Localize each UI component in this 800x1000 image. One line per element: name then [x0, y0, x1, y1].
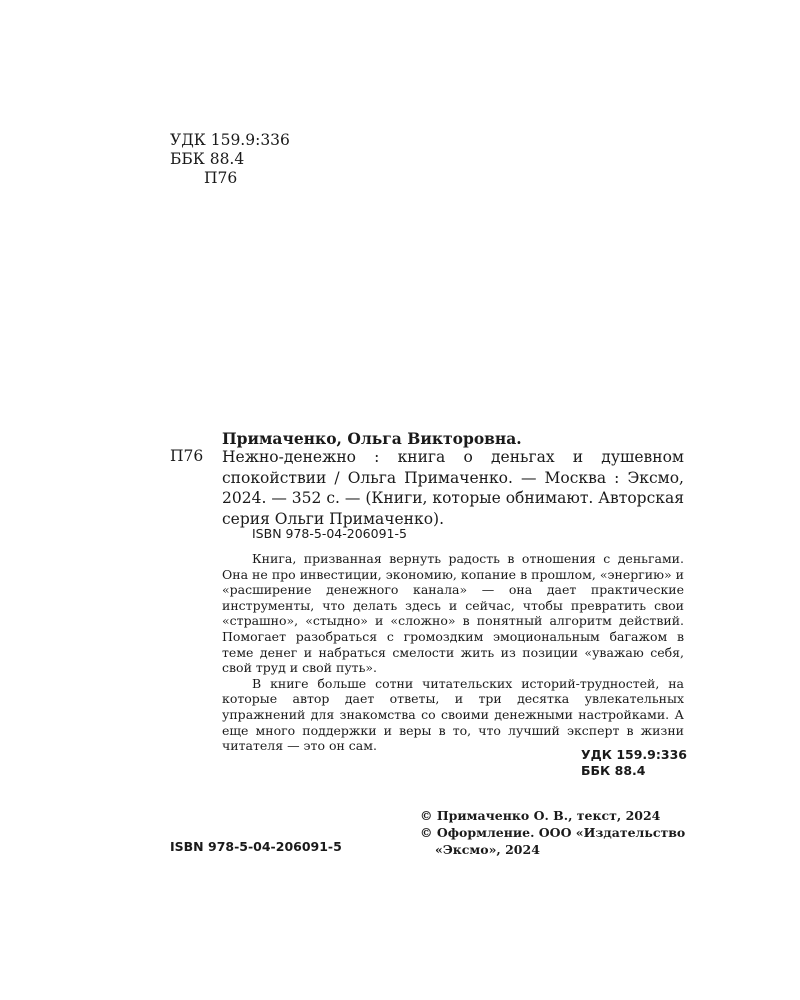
- author-mark: П76: [204, 169, 238, 187]
- footer-udk: УДК 159.9:336: [581, 747, 687, 762]
- annotation-paragraph-1: Книга, призванная вернуть радость в отношения с деньгами. Она не про инвестиции, экономию, копание в прошлом, «энергию» и «расширение денежного канала» — она дает практические инструменты, что делать здесь и сейчас, чтобы превратить свои «страшно», «стыдно» и «сложно» в понятный алгоритм действий. Помогает разобраться с громоздким эмоциональным багажом в теме денег и набраться смелости жить из позиции «уважаю себя, свой труд и свой путь».: [222, 551, 684, 676]
- bibliographic-description: Нежно-денежно : книга о деньгах и душевном спокойствии / Ольга Примаченко. — Москва : Эксмо, 2024. — 352 с. — (Книги, которые обнимают. Авторская серия Ольги Примаченко).: [222, 448, 684, 528]
- annotation: [222, 551, 684, 754]
- bottom-isbn: ISBN 978-5-04-206091-5: [170, 839, 342, 854]
- udk-code: УДК 159.9:336: [170, 131, 290, 149]
- copyright-block: [420, 807, 685, 858]
- footer-bbk: ББК 88.4: [581, 763, 646, 778]
- copyright-line-3: «Эксмо», 2024: [435, 842, 540, 857]
- classification-block: [170, 131, 290, 188]
- author-heading: Примаченко, Ольга Викторовна.: [222, 429, 522, 448]
- annotation-paragraph-2: В книге больше сотни читательских историй-трудностей, на которые автор дает ответы, и три десятка увлекательных упражнений для знакомства со своими денежными настройками. А еще много поддержки и веры в то, что лучший эксперт в жизни читателя — это он сам.: [222, 675, 684, 754]
- copyright-line-1: © Примаченко О. В., текст, 2024: [420, 808, 661, 823]
- record-isbn: ISBN 978-5-04-206091-5: [252, 526, 407, 541]
- bbk-code: ББК 88.4: [170, 150, 245, 168]
- record-author-mark: П76: [170, 447, 204, 465]
- copyright-line-2: © Оформление. ООО «Издательство: [420, 825, 686, 840]
- footer-classification: [581, 747, 687, 779]
